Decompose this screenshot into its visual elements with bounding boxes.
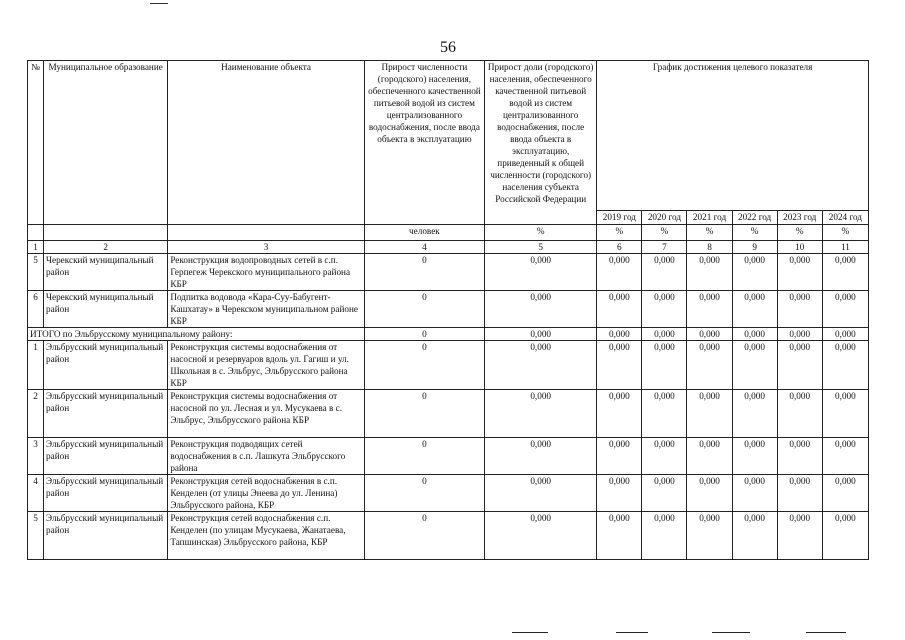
row-year-value: 0,000 bbox=[822, 291, 868, 328]
row-year-value: 0,000 bbox=[777, 390, 822, 438]
scan-mark bbox=[150, 3, 168, 4]
row-year-value: 0,000 bbox=[642, 512, 687, 560]
total-pop: 0 bbox=[364, 328, 484, 341]
column-index: 6 bbox=[597, 241, 642, 254]
row-no: 2 bbox=[28, 390, 44, 438]
row-year-value: 0,000 bbox=[822, 438, 868, 475]
row-year-value: 0,000 bbox=[687, 254, 732, 291]
row-year-value: 0,000 bbox=[777, 341, 822, 390]
row-year-value: 0,000 bbox=[642, 438, 687, 475]
total-year-value: 0,000 bbox=[687, 328, 732, 341]
row-year-value: 0,000 bbox=[732, 254, 777, 291]
column-index: 4 bbox=[364, 241, 484, 254]
row-pop: 0 bbox=[364, 512, 484, 560]
row-object: Реконструкция системы водоснабжения от насосной и резервуаров вдоль ул. Гагиш и ул. Школьная в с. Эльбрус, Эльбрусского района КБР bbox=[168, 341, 364, 390]
row-year-value: 0,000 bbox=[687, 291, 732, 328]
row-year-value: 0,000 bbox=[732, 341, 777, 390]
unit-pct: % bbox=[687, 225, 732, 241]
row-year-value: 0,000 bbox=[777, 291, 822, 328]
header-growth-share: Прирост доли (городского) населения, обеспеченного качественной питьевой водой из систем централизованного водоснабжения, после ввода объекта в эксплуатацию, приведенный к общей численности (городского) населения субъекта Российской Федерации bbox=[485, 61, 597, 225]
table-row bbox=[28, 512, 869, 560]
row-year-value: 0,000 bbox=[822, 341, 868, 390]
row-year-value: 0,000 bbox=[687, 512, 732, 560]
column-index: 11 bbox=[822, 241, 868, 254]
header-growth-pop: Прирост численности (городского) населения, обеспеченного качественной питьевой водой из систем централизованного водоснабжения, после ввода объекта в эксплуатацию bbox=[364, 61, 484, 225]
row-year-value: 0,000 bbox=[732, 512, 777, 560]
row-year-value: 0,000 bbox=[732, 438, 777, 475]
table-row bbox=[28, 254, 869, 291]
row-object: Реконструкция подводящих сетей водоснабжения в с.п. Лашкута Эльбрусского района bbox=[168, 438, 364, 475]
unit-pop: человек bbox=[364, 225, 484, 241]
row-year-value: 0,000 bbox=[642, 475, 687, 512]
total-share: 0,000 bbox=[485, 328, 597, 341]
signature-line bbox=[616, 632, 648, 633]
header-year: 2022 год bbox=[732, 211, 777, 225]
column-index: 1 bbox=[28, 241, 44, 254]
header-object: Наименование объекта bbox=[168, 61, 364, 225]
row-year-value: 0,000 bbox=[597, 438, 642, 475]
row-year-value: 0,000 bbox=[732, 390, 777, 438]
row-municipality: Черекский муниципальный район bbox=[44, 254, 168, 291]
row-year-value: 0,000 bbox=[732, 291, 777, 328]
row-municipality: Эльбрусский муниципальный район bbox=[44, 390, 168, 438]
header-year: 2019 год bbox=[597, 211, 642, 225]
unit-pct: % bbox=[822, 225, 868, 241]
row-pop: 0 bbox=[364, 475, 484, 512]
header-schedule: График достижения целевого показателя bbox=[597, 61, 869, 211]
row-year-value: 0,000 bbox=[642, 390, 687, 438]
row-year-value: 0,000 bbox=[687, 341, 732, 390]
row-year-value: 0,000 bbox=[777, 475, 822, 512]
column-index: 10 bbox=[777, 241, 822, 254]
row-year-value: 0,000 bbox=[597, 475, 642, 512]
row-pop: 0 bbox=[364, 390, 484, 438]
row-share: 0,000 bbox=[485, 390, 597, 438]
row-year-value: 0,000 bbox=[687, 475, 732, 512]
row-share: 0,000 bbox=[485, 291, 597, 328]
row-no: 1 bbox=[28, 341, 44, 390]
row-municipality: Эльбрусский муниципальный район bbox=[44, 475, 168, 512]
header-year: 2023 год bbox=[777, 211, 822, 225]
unit-pct: % bbox=[732, 225, 777, 241]
row-year-value: 0,000 bbox=[597, 390, 642, 438]
target-indicator-table bbox=[27, 60, 869, 560]
row-no: 5 bbox=[28, 254, 44, 291]
total-year-value: 0,000 bbox=[597, 328, 642, 341]
row-year-value: 0,000 bbox=[597, 254, 642, 291]
unit-cell bbox=[44, 225, 168, 241]
header-no: № bbox=[28, 61, 44, 225]
column-index: 7 bbox=[642, 241, 687, 254]
page-number: 56 bbox=[440, 39, 456, 56]
table-row bbox=[28, 390, 869, 438]
header-year: 2021 год bbox=[687, 211, 732, 225]
row-object: Реконструкция водопроводных сетей в с.п. Герпегеж Черекского муниципального района КБР bbox=[168, 254, 364, 291]
unit-pct: % bbox=[642, 225, 687, 241]
row-year-value: 0,000 bbox=[822, 390, 868, 438]
row-year-value: 0,000 bbox=[642, 254, 687, 291]
column-index: 8 bbox=[687, 241, 732, 254]
row-year-value: 0,000 bbox=[597, 291, 642, 328]
row-year-value: 0,000 bbox=[822, 475, 868, 512]
row-share: 0,000 bbox=[485, 341, 597, 390]
row-object: Реконструкция сетей водоснабжения с.п. Кенделен (по улицам Мусукаева, Жанатаева, Тапшинская) Эльбрусского района, КБР bbox=[168, 512, 364, 560]
column-index: 2 bbox=[44, 241, 168, 254]
row-no: 5 bbox=[28, 512, 44, 560]
total-row bbox=[28, 328, 869, 341]
row-pop: 0 bbox=[364, 341, 484, 390]
header-municipality: Муниципальное образование bbox=[44, 61, 168, 225]
total-year-value: 0,000 bbox=[732, 328, 777, 341]
unit-cell bbox=[168, 225, 364, 241]
row-year-value: 0,000 bbox=[597, 341, 642, 390]
row-no: 6 bbox=[28, 291, 44, 328]
row-share: 0,000 bbox=[485, 438, 597, 475]
column-index: 5 bbox=[485, 241, 597, 254]
unit-cell bbox=[28, 225, 44, 241]
row-year-value: 0,000 bbox=[687, 438, 732, 475]
total-label: ИТОГО по Эльбрусскому муниципальному району: bbox=[28, 328, 365, 341]
total-year-value: 0,000 bbox=[642, 328, 687, 341]
table-row bbox=[28, 475, 869, 512]
row-object: Подпитка водовода «Кара-Суу-Бабугент-Кашхатау» в Черекском муниципальном районе КБР bbox=[168, 291, 364, 328]
table-row bbox=[28, 438, 869, 475]
table-row bbox=[28, 341, 869, 390]
unit-pct: % bbox=[597, 225, 642, 241]
row-no: 4 bbox=[28, 475, 44, 512]
row-year-value: 0,000 bbox=[822, 512, 868, 560]
row-year-value: 0,000 bbox=[777, 438, 822, 475]
row-year-value: 0,000 bbox=[642, 291, 687, 328]
signature-line bbox=[712, 632, 750, 633]
row-year-value: 0,000 bbox=[642, 341, 687, 390]
total-year-value: 0,000 bbox=[822, 328, 868, 341]
row-pop: 0 bbox=[364, 254, 484, 291]
row-year-value: 0,000 bbox=[687, 390, 732, 438]
row-year-value: 0,000 bbox=[777, 254, 822, 291]
row-municipality: Эльбрусский муниципальный район bbox=[44, 438, 168, 475]
column-index: 9 bbox=[732, 241, 777, 254]
row-year-value: 0,000 bbox=[732, 475, 777, 512]
row-no: 3 bbox=[28, 438, 44, 475]
row-year-value: 0,000 bbox=[777, 512, 822, 560]
table-row bbox=[28, 291, 869, 328]
row-share: 0,000 bbox=[485, 475, 597, 512]
row-object: Реконструкция системы водоснабжения от насосной по ул. Лесная и ул. Мусукаева в с. Эльбрус, Эльбрусского района КБР bbox=[168, 390, 364, 438]
row-share: 0,000 bbox=[485, 254, 597, 291]
column-index: 3 bbox=[168, 241, 364, 254]
row-municipality: Эльбрусский муниципальный район bbox=[44, 341, 168, 390]
row-municipality: Черекский муниципальный район bbox=[44, 291, 168, 328]
signature-line bbox=[512, 632, 548, 633]
row-year-value: 0,000 bbox=[822, 254, 868, 291]
row-object: Реконструкция сетей водоснабжения в с.п. Кенделен (от улицы Энеева до ул. Ленина) Эльбрусского района, КБР bbox=[168, 475, 364, 512]
row-pop: 0 bbox=[364, 438, 484, 475]
unit-pct: % bbox=[485, 225, 597, 241]
row-share: 0,000 bbox=[485, 512, 597, 560]
row-municipality: Эльбрусский муниципальный район bbox=[44, 512, 168, 560]
unit-pct: % bbox=[777, 225, 822, 241]
signature-line bbox=[806, 632, 846, 633]
total-year-value: 0,000 bbox=[777, 328, 822, 341]
row-pop: 0 bbox=[364, 291, 484, 328]
header-year: 2024 год bbox=[822, 211, 868, 225]
row-year-value: 0,000 bbox=[597, 512, 642, 560]
header-year: 2020 год bbox=[642, 211, 687, 225]
